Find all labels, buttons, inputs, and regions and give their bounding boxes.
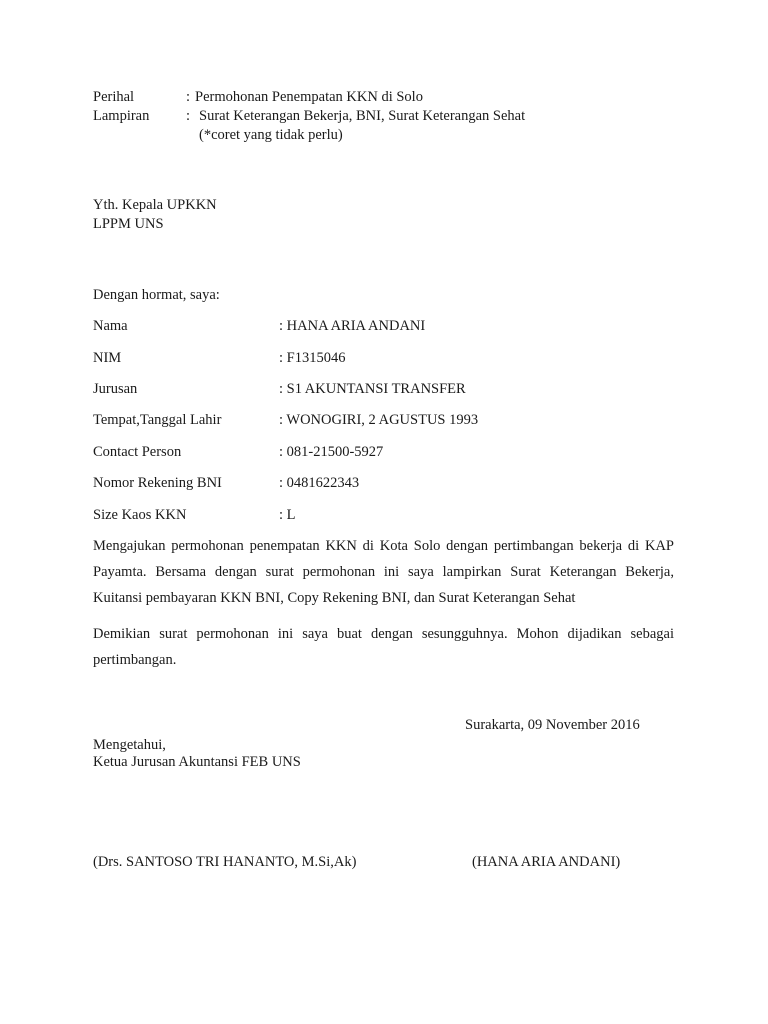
field-value: : HANA ARIA ANDANI [279,318,426,334]
signature-left-name: (Drs. SANTOSO TRI HANANTO, M.Si,Ak) [93,854,357,870]
field-value: : WONOGIRI, 2 AGUSTUS 1993 [279,412,479,428]
field-value: : 0481622343 [279,475,360,491]
field-value: : 081-21500-5927 [279,444,384,460]
lampiran-separator: : [186,108,191,124]
field-value: : L [279,507,296,523]
approval-line-2: Ketua Jurusan Akuntansi FEB UNS [93,754,301,770]
field-label: Nama [93,318,128,334]
perihal-label: Perihal [93,89,135,105]
body-paragraph-2: Demikian surat permohonan ini saya buat dengan sesungguhnya. Mohon dijadikan sebagai pertimbangan. [93,626,674,668]
approval-line-1: Mengetahui, [93,737,166,753]
lampiran-label: Lampiran [93,108,150,124]
perihal-separator: : [186,89,191,105]
place-date: Surakarta, 09 November 2016 [465,717,640,733]
field-value: : F1315046 [279,350,346,366]
field-label: Jurusan [93,381,138,397]
recipient-line-2: LPPM UNS [93,216,164,232]
field-label: Size Kaos KKN [93,507,187,523]
recipient-line-1: Yth. Kepala UPKKN [93,197,217,213]
field-label: NIM [93,350,122,366]
signature-right-name: (HANA ARIA ANDANI) [472,854,621,870]
field-value: : S1 AKUNTANSI TRANSFER [279,381,466,397]
greeting: Dengan hormat, saya: [93,287,220,303]
lampiran-note: (*coret yang tidak perlu) [199,127,343,143]
field-label: Nomor Rekening BNI [93,475,222,491]
perihal-value: Permohonan Penempatan KKN di Solo [195,89,423,105]
body-paragraph-1: Mengajukan permohonan penempatan KKN di Kota Solo dengan pertimbangan bekerja di KAP Payamta. Bersama dengan surat permohonan ini saya lampirkan Surat Keterangan Bekerja, Kuitansi pembayaran KKN BNI, Copy Rekening BNI, dan Surat Keterangan Sehat [93,538,674,606]
field-label: Tempat,Tanggal Lahir [93,412,222,428]
lampiran-value: Surat Keterangan Bekerja, BNI, Surat Keterangan Sehat [199,108,526,124]
field-label: Contact Person [93,444,182,460]
